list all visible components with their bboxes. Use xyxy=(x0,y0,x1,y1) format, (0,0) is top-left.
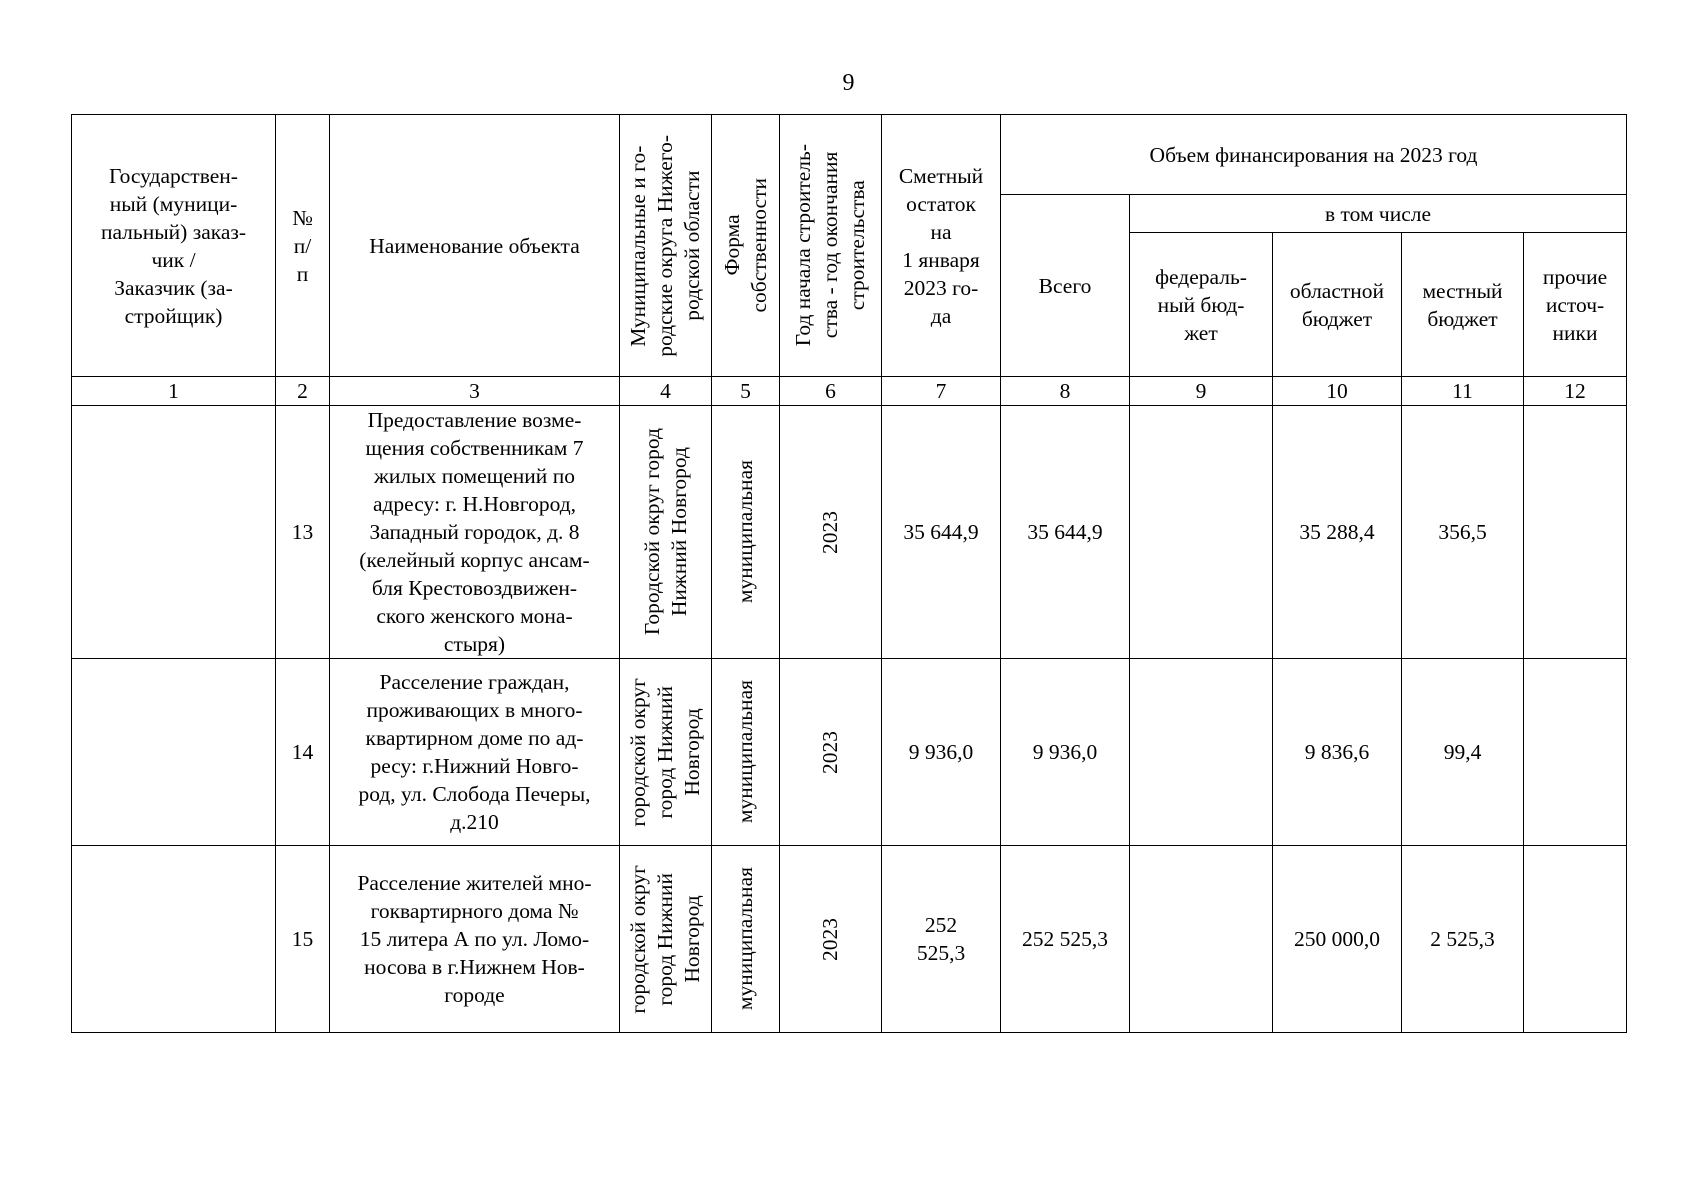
cell-federal xyxy=(1130,659,1273,846)
cell-total: 35 644,9 xyxy=(1001,406,1130,659)
cell-regional: 250 000,0 xyxy=(1273,846,1402,1033)
cell-total: 9 936,0 xyxy=(1001,659,1130,846)
header-estimate: Сметный остаток на 1 января 2023 го- да xyxy=(882,115,1001,377)
cell-district xyxy=(620,846,712,1033)
header-ownership-text: Форма собственности xyxy=(719,178,771,313)
column-number: 11 xyxy=(1402,377,1524,406)
column-number: 6 xyxy=(780,377,882,406)
header-years xyxy=(780,115,882,377)
header-districts-text: Муниципальные и го- родские округа Нижего- родской области xyxy=(626,134,704,357)
cell-years-text: 2023 xyxy=(818,730,842,774)
column-number: 3 xyxy=(330,377,620,406)
cell-district xyxy=(620,406,712,659)
column-number: 12 xyxy=(1524,377,1627,406)
cell-local: 2 525,3 xyxy=(1402,846,1524,1033)
header-federal: федераль- ный бюд- жет xyxy=(1130,233,1273,377)
header-row-1 xyxy=(72,115,1627,195)
column-number: 5 xyxy=(712,377,780,406)
column-number: 1 xyxy=(72,377,276,406)
cell-customer xyxy=(72,659,276,846)
header-ownership xyxy=(712,115,780,377)
cell-estimate: 9 936,0 xyxy=(882,659,1001,846)
header-customer: Государствен- ный (муници- пальный) заказ- чик / Заказчик (за- стройщик) xyxy=(72,115,276,377)
cell-object-name: Расселение жителей мно- гоквартирного дома № 15 литера А по ул. Ломо- носова в г.Нижнем Нов- городе xyxy=(330,846,620,1033)
cell-district xyxy=(620,659,712,846)
column-number: 2 xyxy=(276,377,330,406)
column-number-row xyxy=(72,377,1627,406)
header-other: прочие источ- ники xyxy=(1524,233,1627,377)
cell-num: 13 xyxy=(276,406,330,659)
cell-num: 15 xyxy=(276,846,330,1033)
column-number: 9 xyxy=(1130,377,1273,406)
cell-federal xyxy=(1130,846,1273,1033)
cell-years xyxy=(780,406,882,659)
cell-other xyxy=(1524,846,1627,1033)
table-row xyxy=(72,659,1627,846)
header-including: в том числе xyxy=(1130,195,1627,233)
cell-district-text: Городской округ город Нижний Новгород xyxy=(639,428,691,636)
cell-ownership-text: муниципальная xyxy=(733,680,757,824)
cell-num: 14 xyxy=(276,659,330,846)
cell-federal xyxy=(1130,406,1273,659)
cell-other xyxy=(1524,659,1627,846)
header-years-text: Год начала строитель- ства - год окончания строительства xyxy=(791,144,869,347)
cell-customer xyxy=(72,406,276,659)
column-number: 8 xyxy=(1001,377,1130,406)
cell-years xyxy=(780,846,882,1033)
header-local: местный бюджет xyxy=(1402,233,1524,377)
cell-total: 252 525,3 xyxy=(1001,846,1130,1033)
header-total: Всего xyxy=(1001,195,1130,377)
cell-local: 99,4 xyxy=(1402,659,1524,846)
financing-table xyxy=(71,114,1627,1033)
cell-district-text: городской округ город Нижний Новгород xyxy=(626,864,704,1014)
cell-years-text: 2023 xyxy=(818,917,842,961)
table-row xyxy=(72,406,1627,659)
cell-object-name: Расселение граждан, проживающих в много- квартирном доме по ад- ресу: г.Нижний Новго- род, ул. Слобода Печеры, д.210 xyxy=(330,659,620,846)
header-funding-title: Объем финансирования на 2023 год xyxy=(1001,115,1627,195)
cell-ownership xyxy=(712,406,780,659)
page-number: 9 xyxy=(842,70,855,96)
cell-local: 356,5 xyxy=(1402,406,1524,659)
cell-other xyxy=(1524,406,1627,659)
column-number: 4 xyxy=(620,377,712,406)
header-districts xyxy=(620,115,712,377)
column-number: 7 xyxy=(882,377,1001,406)
table-row xyxy=(72,846,1627,1033)
header-regional: областной бюджет xyxy=(1273,233,1402,377)
cell-customer xyxy=(72,846,276,1033)
header-object-name: Наименование объекта xyxy=(330,115,620,377)
cell-regional: 9 836,6 xyxy=(1273,659,1402,846)
cell-years-text: 2023 xyxy=(818,510,842,554)
column-number: 10 xyxy=(1273,377,1402,406)
cell-ownership xyxy=(712,846,780,1033)
header-num: № п/ п xyxy=(276,115,330,377)
cell-estimate: 35 644,9 xyxy=(882,406,1001,659)
cell-ownership-text: муниципальная xyxy=(733,460,757,604)
cell-district-text: городской округ город Нижний Новгород xyxy=(626,677,704,827)
cell-regional: 35 288,4 xyxy=(1273,406,1402,659)
cell-estimate: 252 525,3 xyxy=(882,846,1001,1033)
cell-ownership xyxy=(712,659,780,846)
cell-ownership-text: муниципальная xyxy=(733,867,757,1011)
cell-years xyxy=(780,659,882,846)
cell-object-name: Предоставление возме- щения собственникам 7 жилых помещений по адресу: г. Н.Новгород, Западный городок, д. 8 (келейный корпус ансам- бля Крестовоздвижен- ского женского мона- стыря) xyxy=(330,406,620,659)
